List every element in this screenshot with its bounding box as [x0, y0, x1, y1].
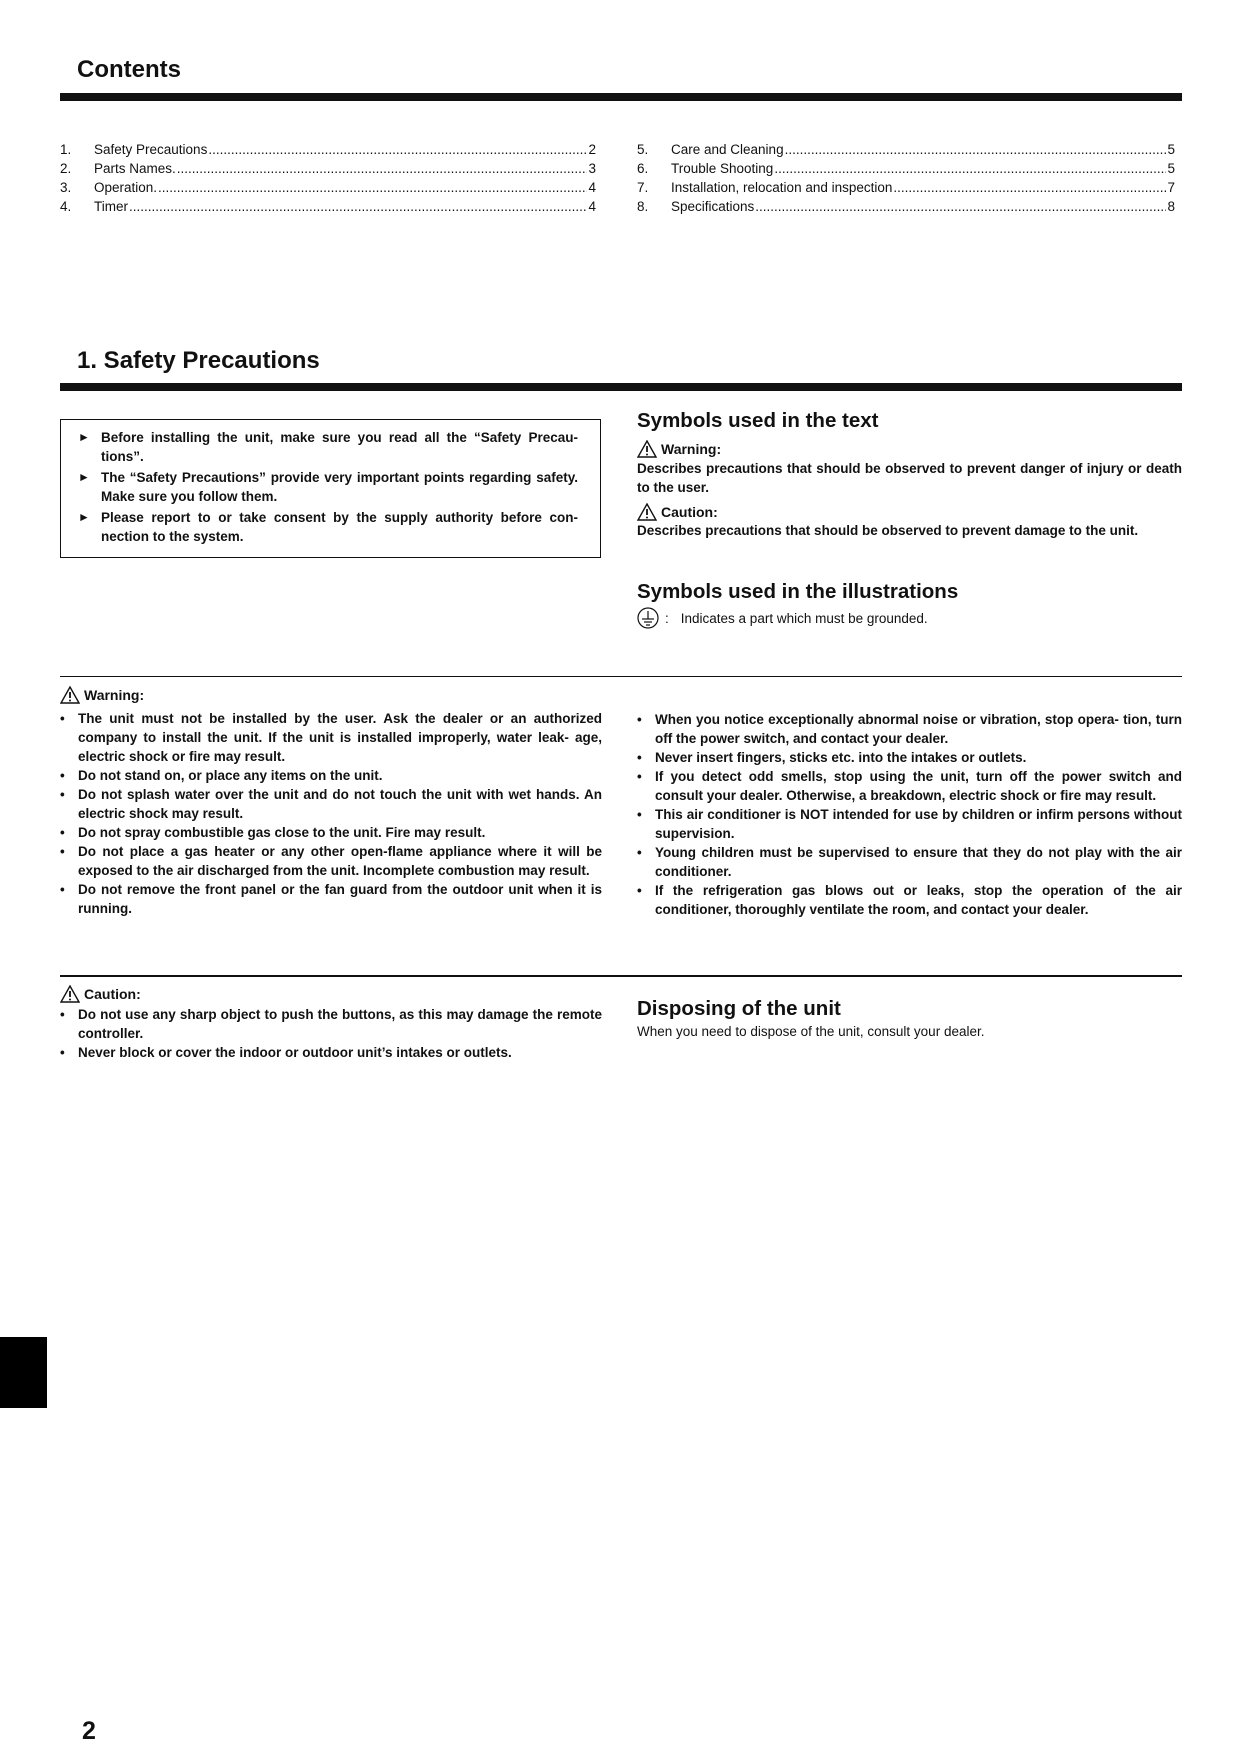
list-item: • Do not splash water over the unit and do not touch the unit with wet hands. An electric shock may result. — [60, 785, 602, 823]
contents-rule — [60, 93, 1182, 101]
caution-section-label: Caution: — [60, 985, 141, 1003]
notice-box — [60, 419, 601, 558]
warning-divider — [60, 676, 1182, 677]
warning-description: Describes precautions that should be observed to prevent danger of injury or death to the user. — [637, 461, 1182, 495]
toc-item[interactable]: 5. Care and Cleaning ..... 5 — [637, 140, 1175, 159]
warning-section-label: Warning: — [60, 686, 144, 704]
list-item: • Do not use any sharp object to push the buttons, as this may damage the remote controller. — [60, 1005, 602, 1043]
ground-icon — [637, 607, 659, 629]
list-item: • Do not place a gas heater or any other open-flame appliance where it will be exposed to the air discharged from the unit. Incomplete combustion may result. — [60, 842, 602, 880]
notice-item: ► Please report to or take consent by the supply authority before con- nection to the system. — [78, 510, 578, 544]
caution-triangle-icon — [60, 985, 80, 1003]
caution-description: Describes precautions that should be observed to prevent damage to the unit. — [637, 523, 1139, 538]
pointer-icon: ► — [78, 470, 90, 484]
symbols-illustrations-heading: Symbols used in the illustrations — [637, 580, 959, 603]
warning-triangle-icon — [60, 686, 80, 704]
warning-symbol-label: Warning: — [637, 440, 721, 458]
list-item: • If you detect odd smells, stop using the unit, turn off the power switch and consult your dealer. Otherwise, a breakdown, electric shock or fire may result. — [637, 767, 1182, 805]
list-item: • Young children must be supervised to ensure that they do not play with the air conditioner. — [637, 843, 1182, 881]
caution-list — [60, 1005, 602, 1062]
caution-symbol-label: Caution: — [637, 503, 718, 521]
toc-right — [637, 140, 1175, 216]
list-item: • This air conditioner is NOT intended for use by children or infirm persons without supervision. — [637, 805, 1182, 843]
symbols-text-heading: Symbols used in the text — [637, 409, 879, 432]
toc-item[interactable]: 3. Operation. ..... 4 — [60, 178, 596, 197]
warning-triangle-icon — [637, 440, 657, 458]
page-number: 2 — [82, 1717, 96, 1745]
toc-item[interactable]: 4. Timer ..... 4 — [60, 197, 596, 216]
list-item: • When you notice exceptionally abnormal noise or vibration, stop opera- tion, turn off the power switch, and contact your dealer. — [637, 710, 1182, 748]
disposing-heading: Disposing of the unit — [637, 997, 841, 1020]
pointer-icon: ► — [78, 510, 90, 524]
list-item: • Do not stand on, or place any items on the unit. — [60, 766, 602, 785]
warning-list-right — [637, 710, 1182, 919]
toc-left — [60, 140, 596, 216]
contents-title: Contents — [77, 56, 181, 83]
toc-item[interactable]: 6. Trouble Shooting ..... 5 — [637, 159, 1175, 178]
list-item: • Do not spray combustible gas close to the unit. Fire may result. — [60, 823, 602, 842]
pointer-icon: ► — [78, 430, 90, 444]
list-item: • Never block or cover the indoor or outdoor unit’s intakes or outlets. — [60, 1043, 602, 1062]
ground-description: Indicates a part which must be grounded. — [680, 610, 928, 626]
section-tab — [0, 1337, 47, 1408]
toc-item[interactable]: 7. Installation, relocation and inspection ..... 7 — [637, 178, 1175, 197]
caution-triangle-icon — [637, 503, 657, 521]
toc-item[interactable]: 2. Parts Names. ..... 3 — [60, 159, 596, 178]
safety-rule — [60, 383, 1182, 391]
warning-list-left — [60, 709, 602, 918]
list-item: • Never insert fingers, sticks etc. into the intakes or outlets. — [637, 748, 1182, 767]
caution-divider — [60, 975, 1182, 977]
ground-symbol-row: : Indicates a part which must be grounded. — [637, 607, 928, 629]
toc-item[interactable]: 1. Safety Precautions ..... 2 — [60, 140, 596, 159]
safety-title: 1. Safety Precautions — [77, 347, 320, 374]
notice-item: ► Before installing the unit, make sure you read all the “Safety Precau- tions”. — [78, 430, 578, 464]
list-item: • The unit must not be installed by the user. Ask the dealer or an authorized company to install the unit. If the unit is installed improperly, water leak- age, electric shock or fire may result. — [60, 709, 602, 766]
disposing-text: When you need to dispose of the unit, consult your dealer. — [637, 1024, 985, 1039]
notice-item: ► The “Safety Precautions” provide very important points regarding safety. Make sure you follow them. — [78, 470, 578, 504]
toc-item[interactable]: 8. Specifications ..... 8 — [637, 197, 1175, 216]
list-item: • Do not remove the front panel or the fan guard from the outdoor unit when it is running. — [60, 880, 602, 918]
list-item: • If the refrigeration gas blows out or leaks, stop the operation of the air conditioner, thoroughly ventilate the room, and contact your dealer. — [637, 881, 1182, 919]
